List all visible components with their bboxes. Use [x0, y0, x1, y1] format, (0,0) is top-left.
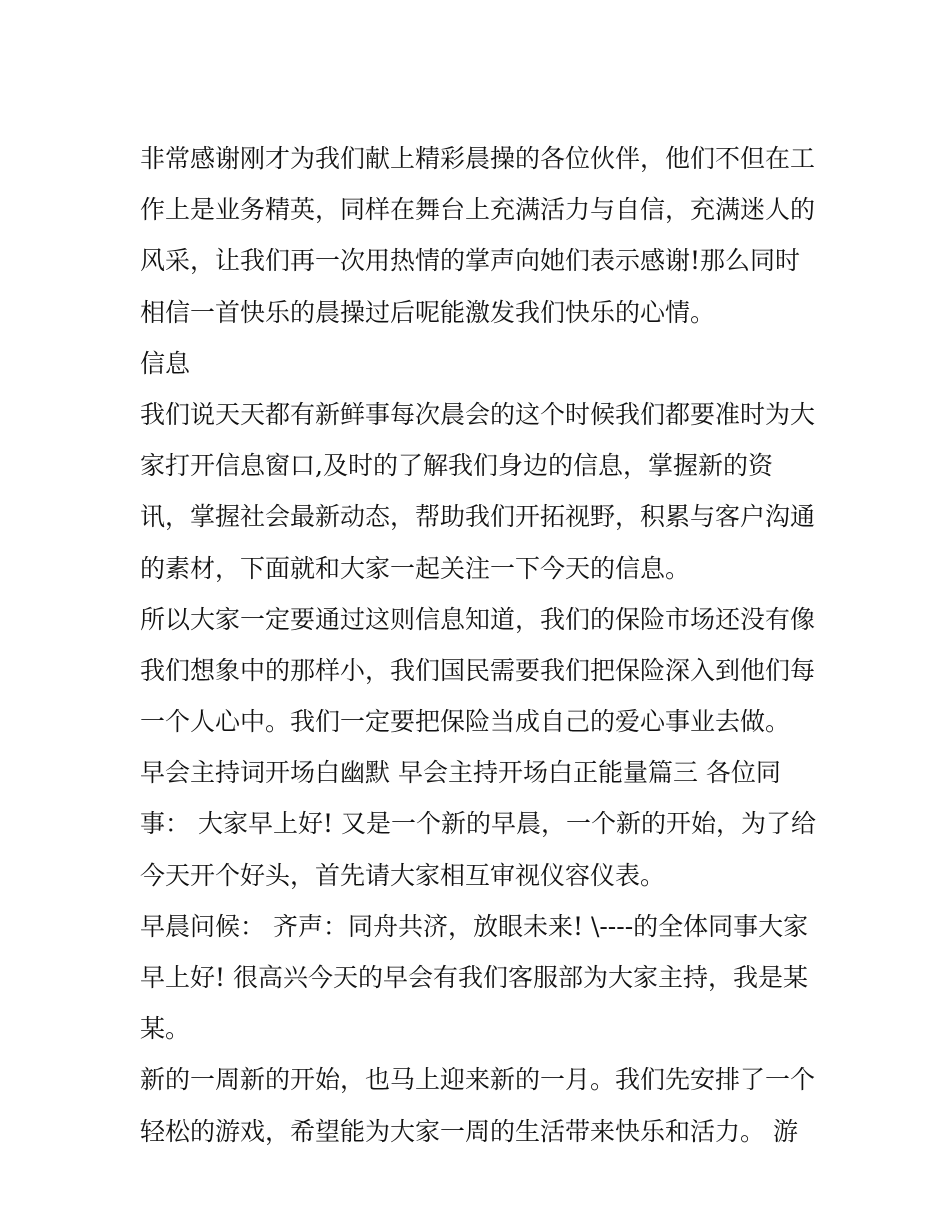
text-line: 作上是业务精英，同样在舞台上充满活力与自信，充满迷人的: [140, 195, 816, 225]
section-heading: 信息: [140, 348, 191, 378]
text-line: 讯，掌握社会最新动态，帮助我们开拓视野，积累与客户沟通: [140, 502, 816, 532]
text-line: 风采，让我们再一次用热情的掌声向她们表示感谢!那么同时: [140, 246, 801, 276]
text-line: 非常感谢刚才为我们献上精彩晨操的各位伙伴，他们不但在工: [140, 144, 816, 173]
text-line: 一个人心中。我们一定要把保险当成自己的爱心事业去做。: [140, 707, 791, 737]
text-line: 家打开信息窗口,及时的了解我们身边的信息，掌握新的资: [140, 451, 773, 481]
text-line: 所以大家一定要通过这则信息知道，我们的保险市场还没有像: [140, 604, 816, 634]
document-body: [140, 133, 820, 1157]
text-line: 的素材，下面就和大家一起关注一下今天的信息。: [140, 553, 691, 583]
text-line: 我们想象中的那样小，我们国民需要我们把保险深入到他们每: [140, 655, 816, 685]
text-line: 早会主持词开场白幽默 早会主持开场白正能量篇三 各位同: [140, 758, 781, 788]
text-line: 我们说天天都有新鲜事每次晨会的这个时候我们都要准时为大: [140, 399, 816, 429]
text-line: 今天开个好头，首先请大家相互审视仪容仪表。: [140, 860, 666, 890]
text-line: 早晨问候： 齐声：同舟共济，放眼未来! \----的全体同事大家: [140, 911, 809, 941]
text-line: 某。: [140, 1014, 191, 1044]
text-line: 轻松的游戏，希望能为大家一周的生活带来快乐和活力。 游: [140, 1116, 798, 1146]
text-line: 早上好! 很高兴今天的早会有我们客服部为大家主持，我是某: [140, 963, 808, 992]
text-line: 事： 大家早上好! 又是一个新的早晨，一个新的开始，为了给: [140, 809, 816, 839]
text-line: 新的一周新的开始，也马上迎来新的一月。我们先安排了一个: [140, 1065, 816, 1095]
text-line: 相信一首快乐的晨操过后呢能激发我们快乐的心情。: [140, 297, 716, 327]
